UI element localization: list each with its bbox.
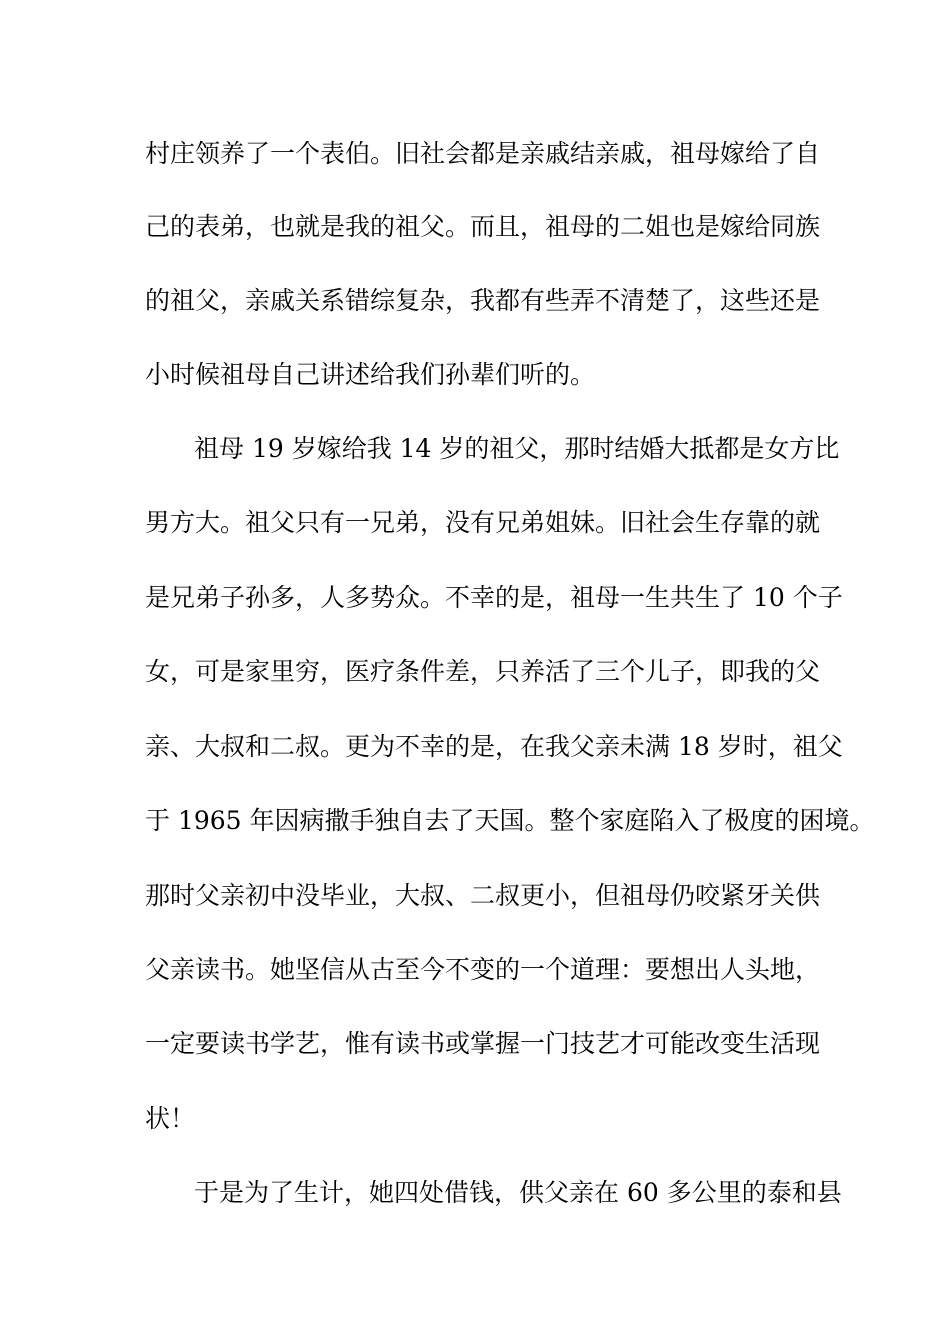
paragraph-first-line: 于是为了生计，她四处借钱，供父亲在 60 多公里的泰和县 [194, 1178, 842, 1207]
text-line: 父亲读书。她坚信从古至今不变的一个道理：要想出人头地， [145, 955, 821, 984]
paragraph-first-line: 祖母 19 岁嫁给我 14 岁的祖父，那时结婚大抵都是女方比 [194, 434, 840, 463]
text-line: 小时候祖母自己讲述给我们孙辈们听的。 [145, 360, 596, 389]
text-line: 男方大。祖父只有一兄弟，没有兄弟姐妹。旧社会生存靠的就 [145, 508, 821, 537]
text-line: 于 1965 年因病撒手独自去了天国。整个家庭陷入了极度的困境。 [145, 806, 875, 835]
text-line: 村庄领养了一个表伯。旧社会都是亲戚结亲戚，祖母嫁给了自 [145, 139, 821, 168]
text-line: 一定要读书学艺，惟有读书或掌握一门技艺才可能改变生活现 [145, 1029, 821, 1058]
text-line: 状！ [145, 1104, 196, 1133]
text-line: 那时父亲初中没毕业，大叔、二叔更小，但祖母仍咬紧牙关供 [145, 881, 821, 910]
text-line: 是兄弟子孙多，人多势众。不幸的是，祖母一生共生了 10 个子 [145, 583, 843, 612]
text-line: 己的表弟，也就是我的祖父。而且，祖母的二姐也是嫁给同族 [145, 212, 821, 241]
text-line: 女，可是家里穷，医疗条件差，只养活了三个儿子，即我的父 [145, 657, 821, 686]
text-line: 的祖父，亲戚关系错综复杂，我都有些弄不清楚了，这些还是 [145, 286, 821, 315]
text-line: 亲、大叔和二叔。更为不幸的是，在我父亲未满 18 岁时，祖父 [145, 732, 843, 761]
